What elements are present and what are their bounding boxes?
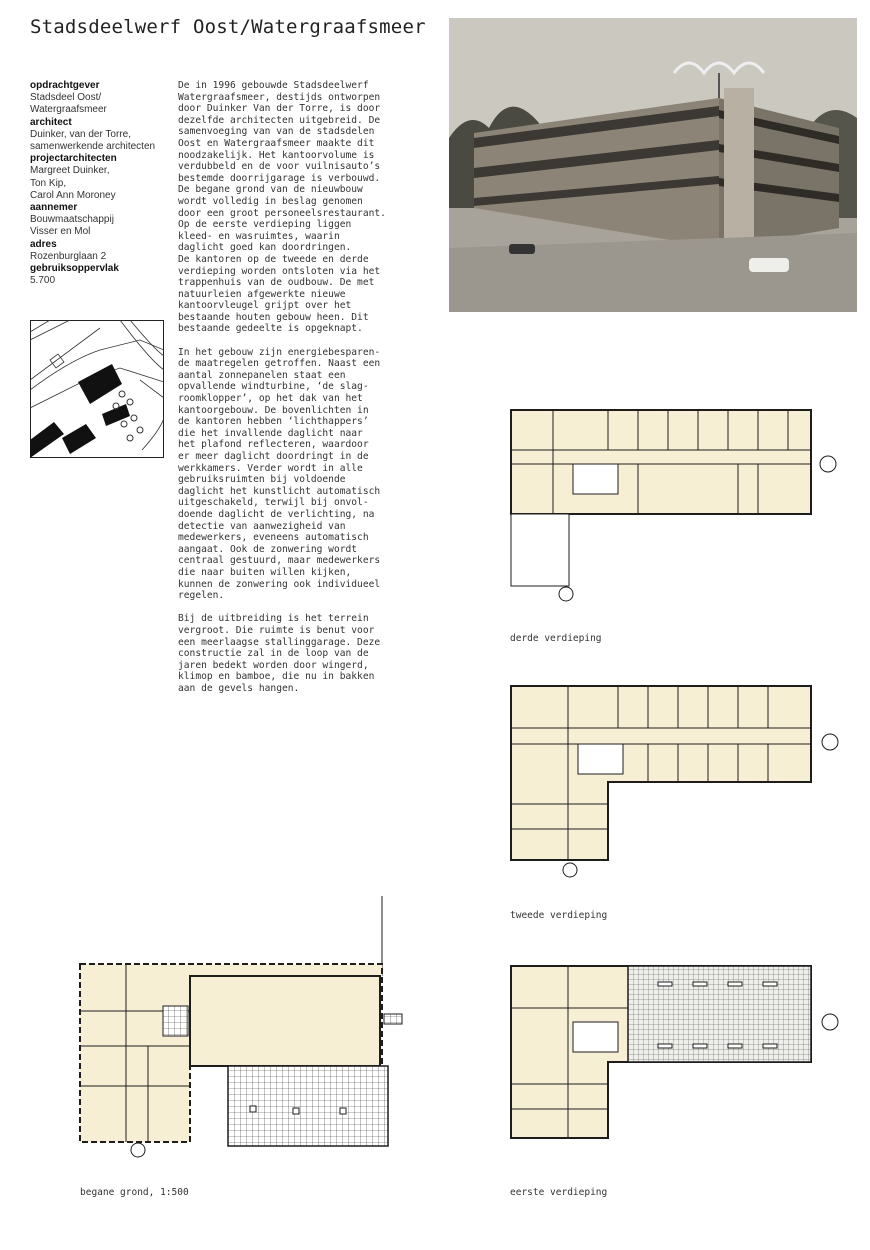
caption-second-floor: tweede verdieping [510,910,608,921]
caption-ground-floor: begane grond, 1:500 [80,1187,189,1198]
caption-third-floor: derde verdieping [510,633,602,644]
credit-label: opdrachtgever [30,80,100,91]
credit-label: adres [30,238,57,250]
floor-plan-first [508,964,843,1140]
credit-value: Bouwmaatschappij Visser en Mol [30,214,114,238]
credit-value: Rozenburglaan 2 [30,250,107,262]
location-map [30,320,164,458]
credit-label: architect [30,116,72,128]
credit-label: aannemer [30,202,78,214]
paragraph: Bij de uitbreiding is het terrein vergroot. Die ruimte is benut voor een meerlaagse stallinggarage. Deze constructie zal in de loop van de jaren bedekt worden door wingerd, klimop en bamboe, die nu in bakken aan de gevels hangen. [178,613,381,694]
credit-value: Duinker, van der Torre, samenwerkende architecten [30,128,156,153]
page-title: Stadsdeelwerf Oost/Watergraafsmeer [30,16,426,38]
floor-plan-ground [78,896,408,1158]
paragraph: In het gebouw zijn energiebesparen- de maatregelen getroffen. Naast een aantal zonnepanelen staat een opvallende windturbine, ‘de slag- roomklopper’, op het dak van het kantoorgebouw. De bovenlichten in de kantoren hebben ‘lichthappers’ die het invallende daglicht naar het plafond reflecteren, waardoor er meer daglicht doordringt in de werkkamers. Verder wordt in alle gebruiksruimten bij voldoende daglicht het kunstlicht automatisch uitgeschakeld, terwijl bij onvol- doende daglicht de verlichting, na detectie van aanwezigheid van medewerkers, eveneens automatisch aangaat. Ook de zonwering wordt centraal gestuurd, maar medewerkers die naar buiten willen kijken, kunnen de zonwering ook individueel regelen. [178,346,381,602]
credit-value: Margreet Duinker, Ton Kip, Carol Ann Moroney [30,165,116,201]
credit-value: 5.700 [30,275,56,287]
body-text [178,80,413,706]
credit-label: gebruiksoppervlak [30,263,119,275]
credit-value: Stadsdeel Oost/ Watergraafsmeer [30,92,107,116]
floor-plan-second [508,684,843,880]
paragraph: De in 1996 gebouwde Stadsdeelwerf Watergraafsmeer, destijds ontworpen door Duinker Van der Torre, is door dezelfde architecten uitgebreid. De samenvoeging van van de stadsdelen Oost en Watergraafsmeer maakte dit noodzakelijk. Het kantoorvolume is verdubbeld en de voor vuilnisauto’s bestemde doorrijgarage is verbouwd. De begane grond van de nieuwbouw wordt volledig in beslag genomen door een groot personeelsrestaurant. Op de eerste verdieping liggen kleed- en wasruimtes, waarin daglicht goed kan doordringen. De kantoren op de tweede en derde verdieping worden ontsloten via het trappenhuis van de oudbouw. De met natuurleien afgewerkte nieuwe kantoorvleugel grijpt over het bestaande houten gebouw heen. Dit bestaande gedeelte is opgeknapt. [178,80,386,335]
credit-label: projectarchitecten [30,153,117,165]
floor-plan-third [508,406,843,606]
caption-first-floor: eerste verdieping [510,1187,608,1198]
building-photo [449,18,857,312]
project-credits [30,80,175,287]
